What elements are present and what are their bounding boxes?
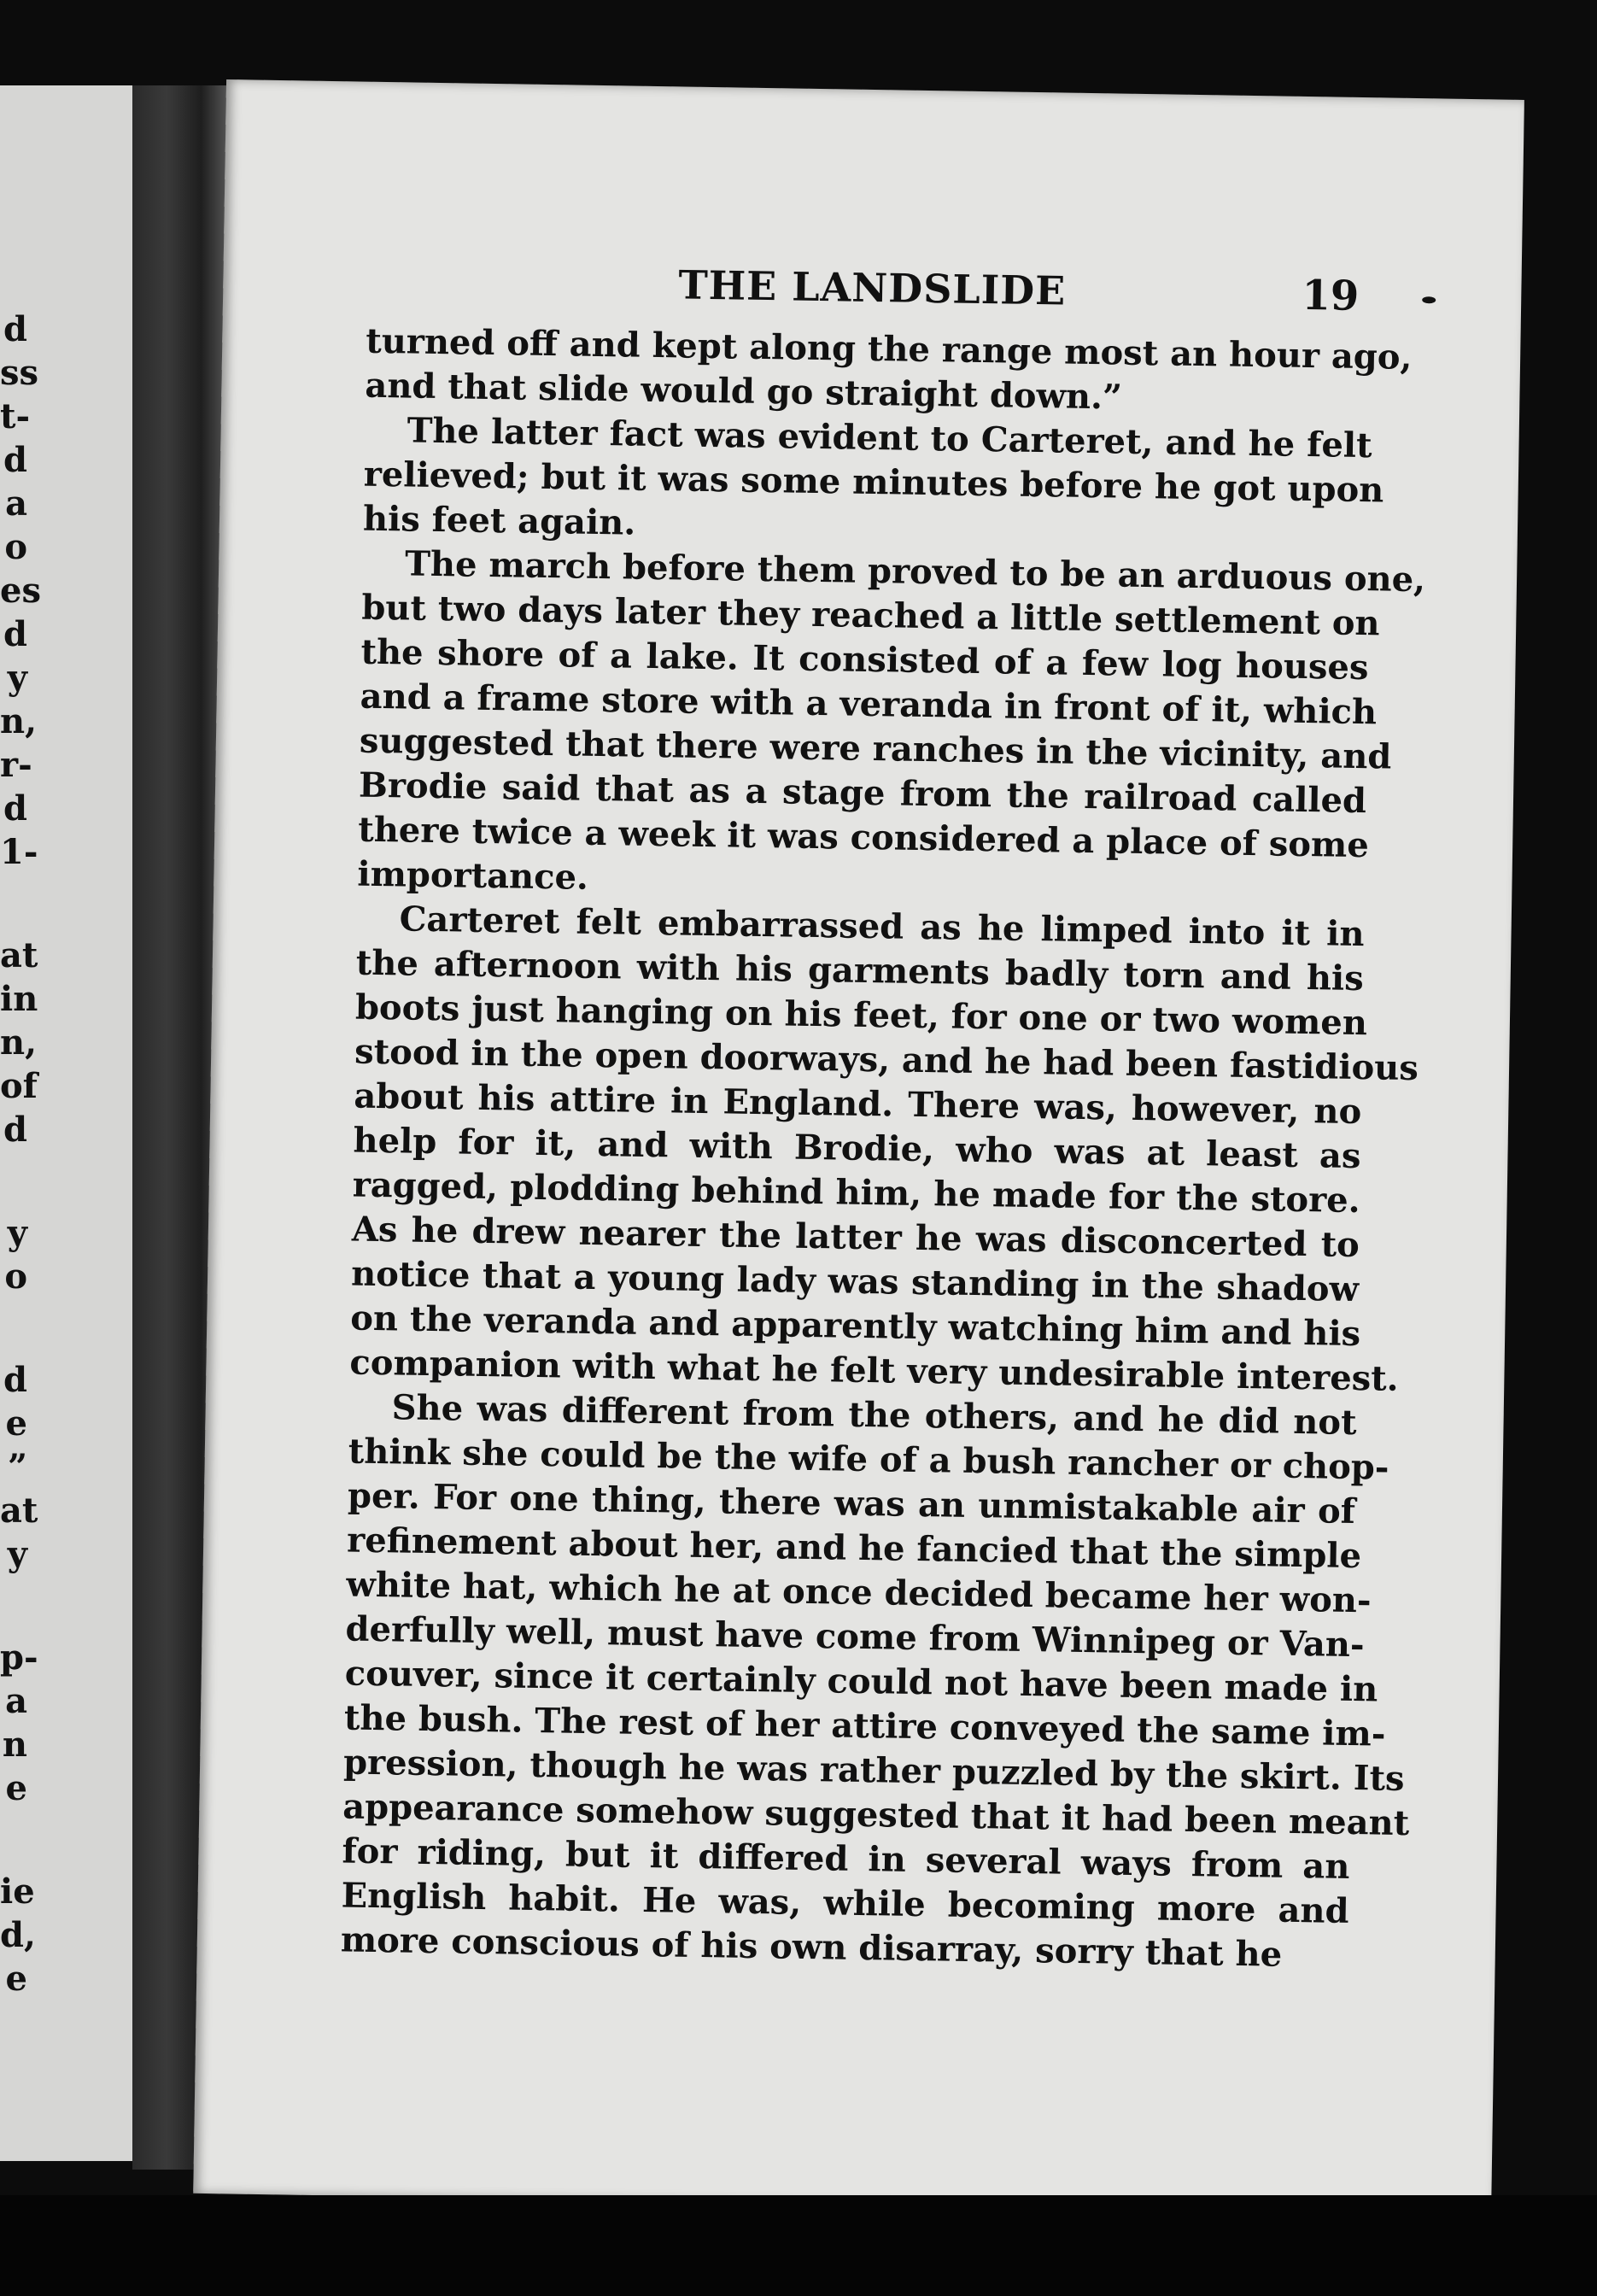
previous-page-fragment [0, 1151, 137, 1211]
previous-page-fragment: ” [7, 1447, 27, 1487]
text-line: the shore of a lake. It consisted of a few log houses [360, 631, 1369, 688]
previous-page-fragment: d [3, 614, 27, 654]
previous-page-fragment: p- [0, 1637, 38, 1678]
text-line: As he drew nearer the latter he was disconcerted to [351, 1209, 1360, 1266]
previous-page-fragment: d [3, 309, 27, 349]
text-line: on the veranda and apparently watching him and his [349, 1297, 1361, 1355]
previous-page-fragment: d [3, 788, 27, 829]
text-line: refinement about her, and he fancied that the simple [346, 1520, 1362, 1577]
page-speck [1422, 296, 1436, 303]
text-line: couver, since it certainly could not have been made in [344, 1653, 1378, 1710]
text-line: She was different from the others, and he did not [391, 1387, 1357, 1444]
previous-page-text-fragments [0, 308, 137, 2000]
previous-page-fragment: e [5, 1959, 27, 1999]
previous-page-fragment: y [7, 1534, 27, 1574]
paragraph [357, 542, 1426, 912]
text-line: the afternoon with his garments badly torn and his [355, 942, 1365, 999]
previous-page-fragment: y [7, 1213, 27, 1253]
text-line: Brodie said that as a stage from the railroad called [358, 764, 1367, 822]
text-line: the bush. The rest of her attire conveyed the same im- [343, 1697, 1386, 1754]
previous-page-fragment: ie [0, 1871, 35, 1912]
previous-page-fragment: d, [0, 1915, 36, 1955]
previous-page-fragment [0, 1298, 137, 1358]
text-line: his feet again. [362, 498, 636, 543]
text-line: English habit. He was, while becoming more and [341, 1875, 1349, 1931]
text-line: per. For one thing, there was an unmistakable air of [347, 1475, 1356, 1532]
previous-page-fragment: a [5, 1681, 27, 1721]
previous-page-fragment: 1- [0, 832, 38, 872]
previous-page-fragment: d [3, 1360, 27, 1400]
previous-page-fragment: r- [0, 745, 32, 785]
text-line: stood in the open doorways, and he had been fastidious [354, 1031, 1419, 1089]
previous-page-fragment: at [0, 935, 38, 975]
paragraph [365, 319, 1413, 425]
previous-page-fragment: of [0, 1066, 38, 1106]
previous-page-fragment: in [0, 979, 38, 1019]
paragraph [349, 897, 1419, 1401]
text-line: suggested that there were ranches in the vicinity, and [359, 720, 1392, 777]
text-line: for riding, but it differed in several ways from an [342, 1830, 1350, 1887]
text-line: more conscious of his own disarray, sorry that he [340, 1919, 1283, 1975]
body-text [340, 319, 1426, 1978]
book-page [193, 79, 1524, 2214]
text-line: notice that a young lady was standing in the shadow [350, 1253, 1360, 1310]
previous-page-fragment [0, 874, 137, 934]
previous-page-fragment: e [5, 1768, 27, 1808]
text-line: The march before them proved to be an arduous one, [404, 543, 1426, 600]
text-line: pression, though he was rather puzzled by the skirt. Its [342, 1742, 1405, 1799]
previous-page-fragment: y [7, 658, 27, 698]
paragraph [340, 1385, 1410, 1978]
text-line: there twice a week it was considered a place of some [357, 809, 1370, 866]
previous-page-fragment: n, [0, 1022, 38, 1063]
previous-page-fragment: d [3, 1110, 27, 1150]
text-line: turned off and kept along the range most an hour ago, [365, 320, 1413, 378]
text-line: companion with what he felt very undesirable interest. [349, 1342, 1400, 1399]
previous-page [0, 85, 145, 2161]
text-line: but two days later they reached a little settlement on [361, 587, 1380, 644]
paragraph [362, 408, 1384, 558]
text-line: appearance somehow suggested that it had been meant [342, 1786, 1410, 1844]
text-line: The latter fact was evident to Carteret, and he felt [407, 410, 1372, 466]
text-line: and that slide would go straight down.” [365, 365, 1123, 418]
text-line: derfully well, must have come from Winnipeg or Van- [345, 1608, 1365, 1666]
previous-page-fragment [0, 1576, 137, 1636]
text-line: relieved; but it was some minutes before he got upon [363, 454, 1384, 511]
text-line: importance. [357, 853, 589, 898]
previous-page-fragment: es [0, 571, 41, 611]
previous-page-fragment: d [3, 440, 27, 480]
text-line: and a frame store with a veranda in front of it, which [360, 676, 1378, 733]
text-line: think she could be the wife of a bush rancher or chop- [348, 1431, 1389, 1488]
previous-page-fragment: t- [0, 396, 31, 436]
text-line: boots just hanging on his feet, for one or two women [354, 987, 1368, 1044]
running-head: THE LANDSLIDE [678, 261, 1067, 314]
previous-page-fragment: e [5, 1403, 27, 1444]
previous-page-fragment [0, 1810, 137, 1870]
scan-bottom-border [0, 2195, 1597, 2296]
text-line: Carteret felt embarrassed as he limped into it in [399, 899, 1365, 955]
previous-page-fragment: n [2, 1725, 27, 1765]
previous-page-fragment: o [4, 1256, 27, 1297]
page-number: 19 [1302, 271, 1360, 320]
text-line: white hat, which he at once decided became her won- [346, 1564, 1372, 1621]
text-line: about his attire in England. There was, however, no [354, 1075, 1362, 1133]
previous-page-fragment: n, [0, 701, 38, 741]
text-line: help for it, and with Brodie, who was at least as [353, 1120, 1361, 1177]
previous-page-fragment: a [5, 483, 27, 524]
previous-page-fragment: at [0, 1491, 38, 1531]
previous-page-fragment: o [4, 527, 27, 567]
previous-page-fragment: ss [0, 353, 39, 393]
text-line: ragged, plodding behind him, he made for the store. [352, 1164, 1361, 1221]
